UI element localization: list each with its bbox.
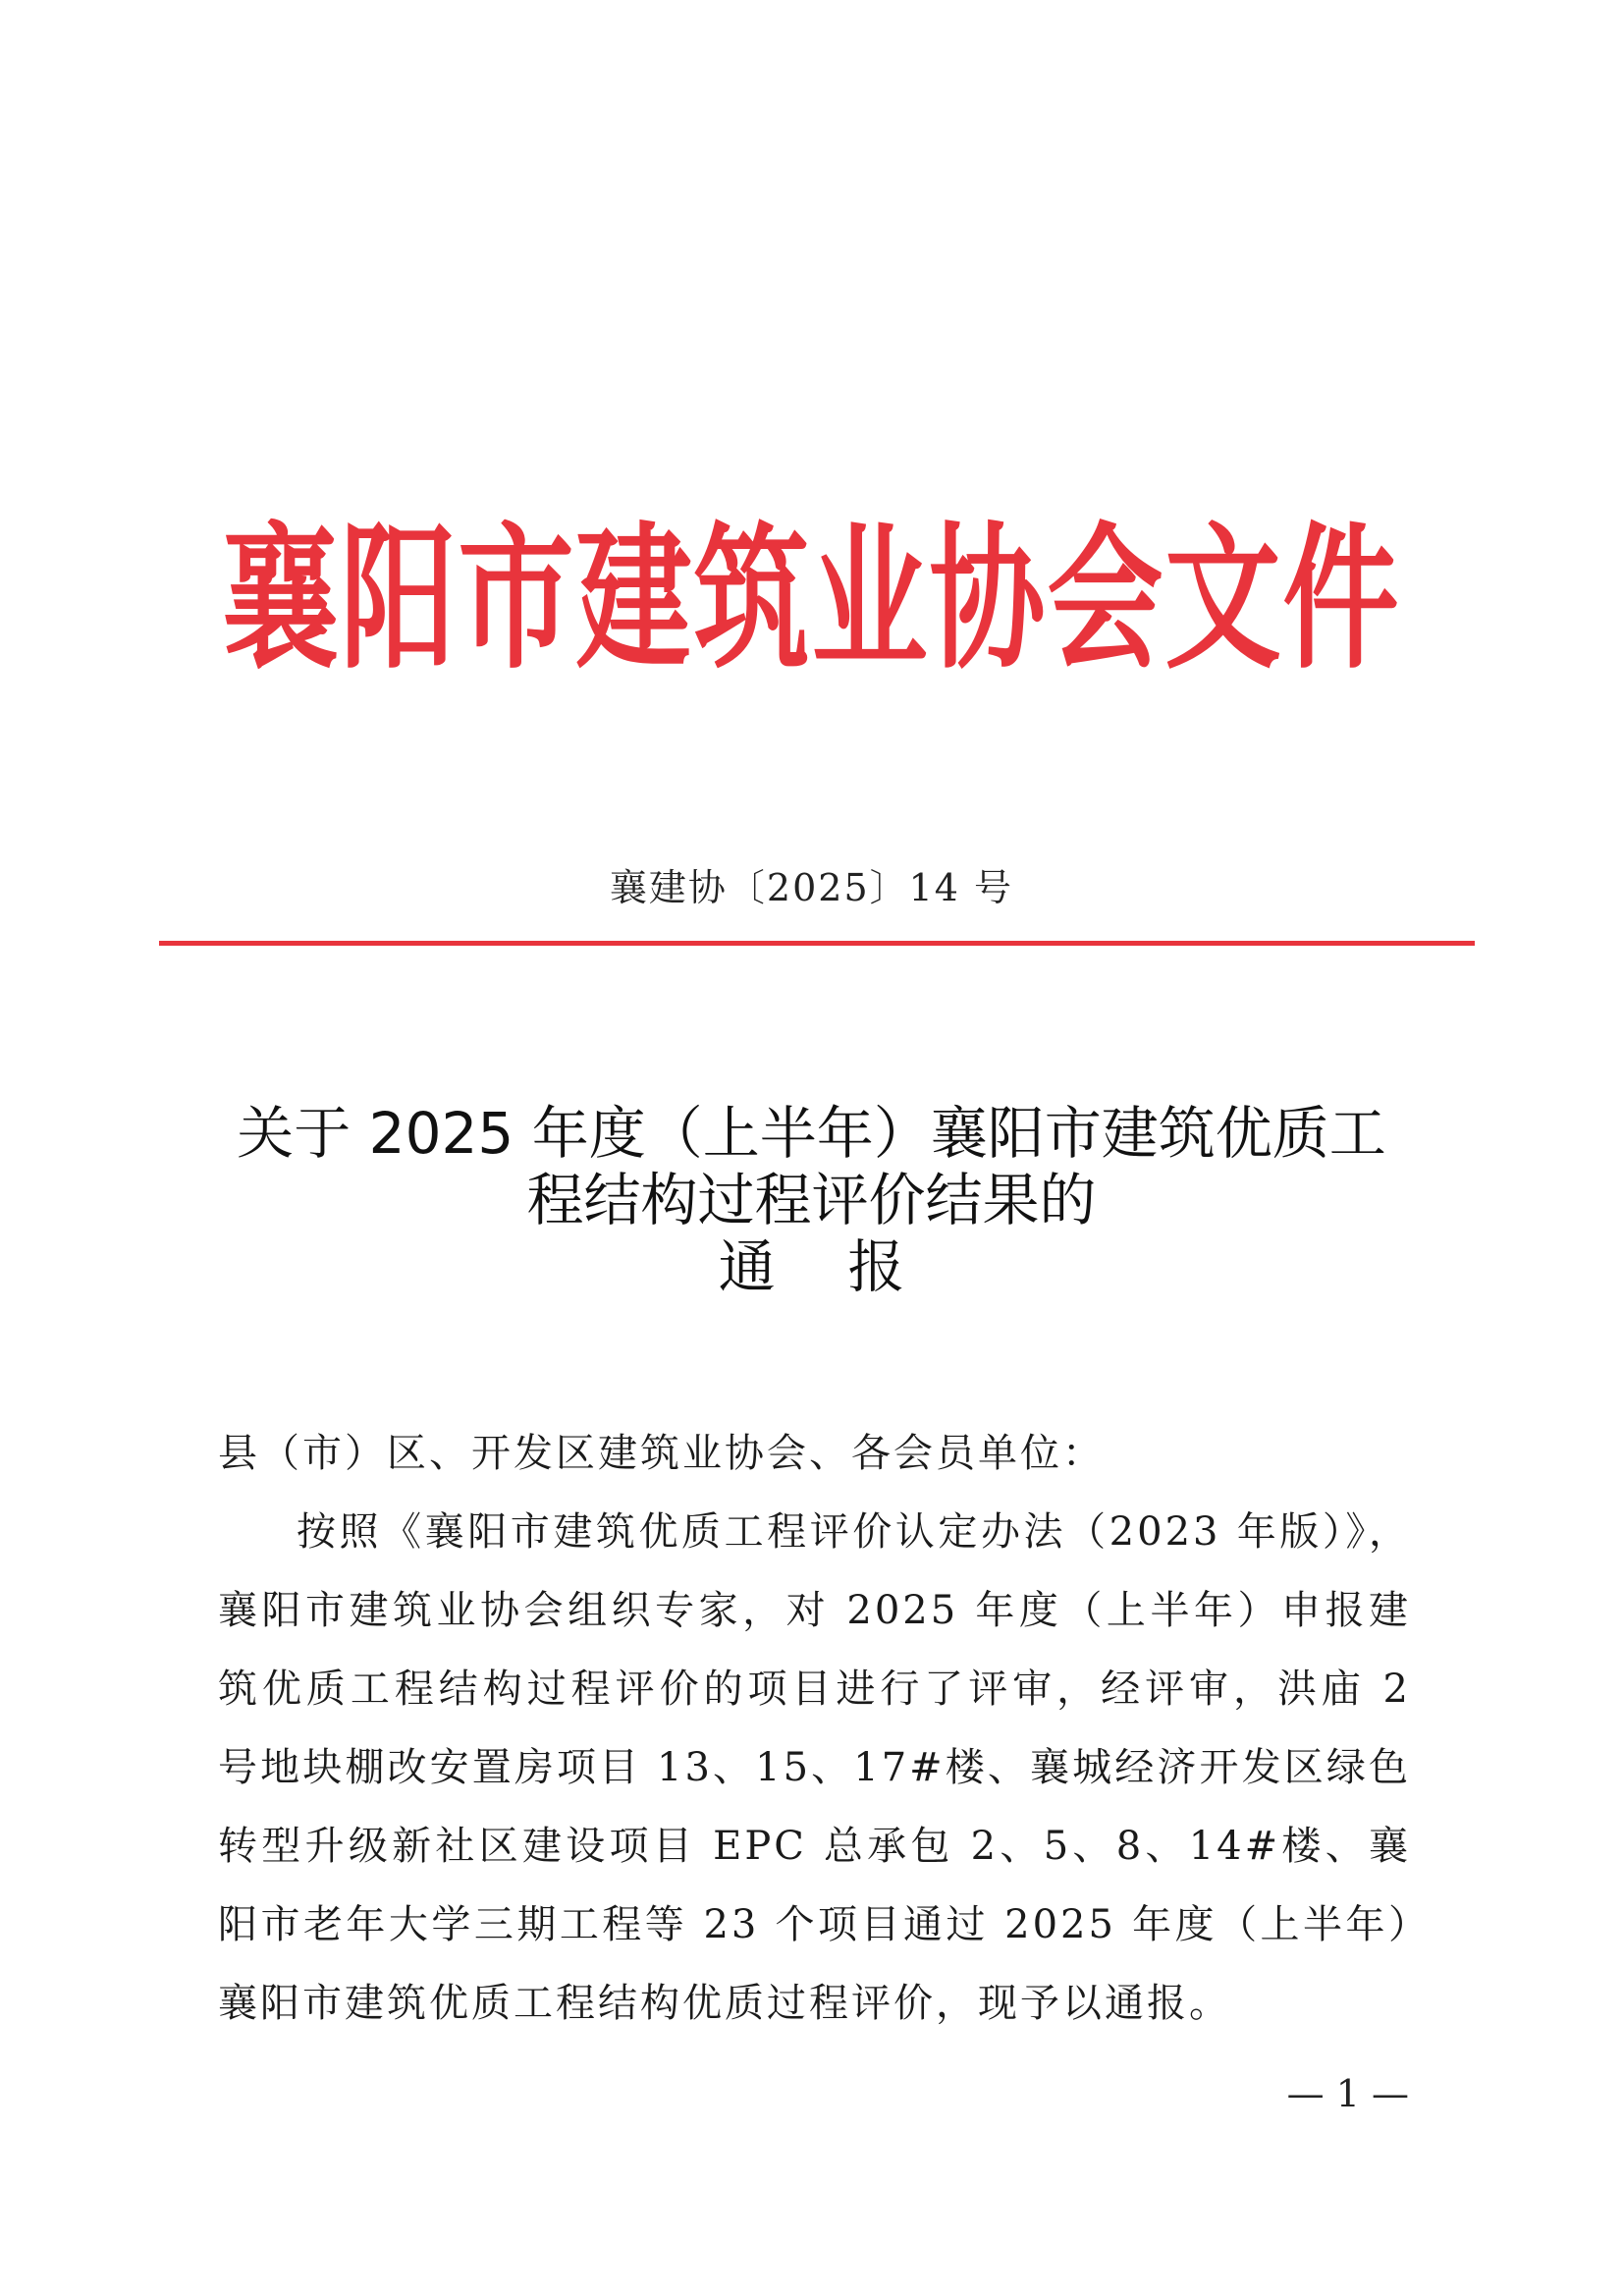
org-header-title: 襄阳市建筑业协会文件 — [222, 506, 1401, 690]
body-paragraph: 按照《襄阳市建筑优质工程评价认定办法（2023 年版）》，襄阳市建筑业协会组织专家，对 2025 年度（上半年）申报建筑优质工程结构过程评价的项目进行了评审，经评审，洪庙 2 号地块棚改安置房项目 13、15、17#楼、襄城经济开发区绿色转型升级新社区建设项目 EPC 总承包 2、5、8、14#楼、襄阳市老年大学三期工程等 23 个项目通过 2025 年度（上半年）襄阳市建筑优质工程结构优质过程评价，现予以通报。 — [218, 1509, 1411, 2026]
notice-title-line: 程结构过程评价结果的 — [526, 1167, 1097, 1233]
salutation: 县（市）区、开发区建筑业协会、各会员单位： — [218, 1431, 1105, 1476]
notice-title — [0, 1100, 1623, 1300]
notice-title-line: 通 报 — [718, 1233, 905, 1300]
page-number: — 1 — — [1286, 2072, 1409, 2115]
document-number: 襄建协〔2025〕14 号 — [609, 866, 1014, 909]
notice-body — [218, 1414, 1411, 2043]
red-divider — [159, 941, 1475, 946]
notice-title-line: 关于 2025 年度（上半年）襄阳市建筑优质工 — [237, 1100, 1386, 1167]
